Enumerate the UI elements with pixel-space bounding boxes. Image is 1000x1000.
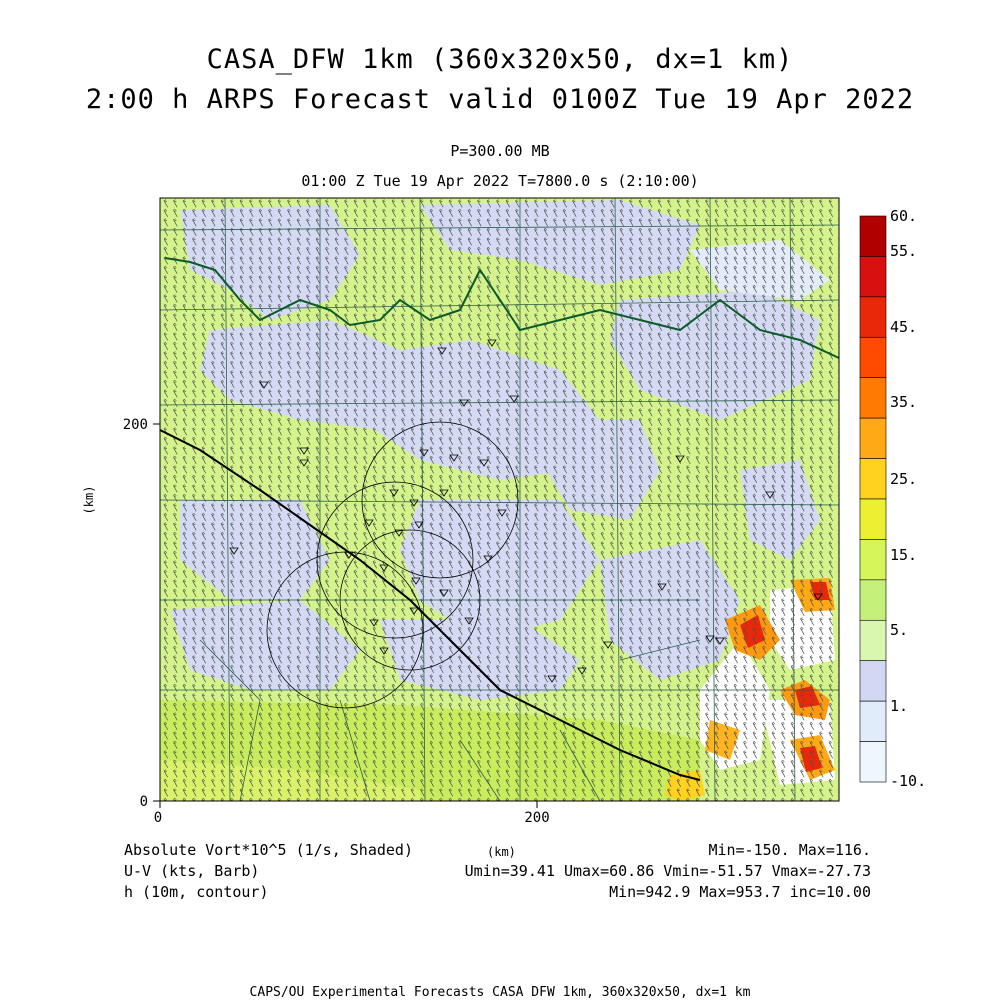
- colorbar-swatch: [860, 418, 886, 458]
- vorticity-shading: [160, 198, 839, 801]
- x-tick-200: 200: [524, 810, 550, 826]
- y-tick-0: 0: [139, 794, 148, 810]
- colorbar-label: 60.: [890, 207, 918, 225]
- colorbar-label: 1.: [890, 697, 909, 715]
- colorbar-swatch: [860, 620, 886, 660]
- colorbar-swatch: [860, 499, 886, 539]
- colorbar-label: 25.: [890, 470, 918, 488]
- colorbar-swatch: [860, 459, 886, 499]
- plot-title-line2: 2:00 h ARPS Forecast valid 0100Z Tue 19 Apr 2022: [85, 84, 915, 115]
- plot-title-line1: CASA_DFW 1km (360x320x50, dx=1 km): [206, 44, 794, 75]
- stats-vorticity: Min=-150. Max=116.: [708, 841, 871, 859]
- colorbar-label: 15.: [890, 546, 918, 564]
- pressure-level: P=300.00 MB: [450, 142, 550, 160]
- colorbar-label: 55.: [890, 242, 918, 260]
- y-axis-label: (km): [82, 485, 96, 515]
- x-axis-label: (km): [487, 845, 516, 859]
- colorbar-label: 5.: [890, 621, 909, 639]
- colorbar-swatch: [860, 661, 886, 701]
- colorbar-label: 35.: [890, 393, 918, 411]
- legend-vorticity: Absolute Vort*10^5 (1/s, Shaded): [124, 841, 413, 859]
- colorbar-swatch: [860, 337, 886, 377]
- stats-height: Min=942.9 Max=953.7 inc=10.00: [609, 883, 871, 901]
- colorbar-swatch: [860, 297, 886, 337]
- colorbar-swatch: [860, 256, 886, 296]
- colorbar-label: 45.: [890, 318, 918, 336]
- colorbar-swatch: [860, 701, 886, 741]
- y-tick-200: 200: [122, 417, 148, 433]
- x-tick-0: 0: [153, 810, 163, 826]
- stats-wind: Umin=39.41 Umax=60.86 Vmin=-51.57 Vmax=-27.73: [464, 862, 871, 880]
- colorbar-label: -10.: [890, 772, 927, 790]
- legend-height: h (10m, contour): [124, 883, 269, 901]
- valid-time-line: 01:00 Z Tue 19 Apr 2022 T=7800.0 s (2:10:00): [301, 172, 699, 190]
- colorbar-swatch: [860, 580, 886, 620]
- colorbar-swatch: [860, 742, 886, 782]
- colorbar-swatch: [860, 378, 886, 418]
- colorbar: [860, 207, 926, 790]
- colorbar-swatch: [860, 216, 886, 256]
- legend-wind: U-V (kts, Barb): [124, 862, 260, 880]
- colorbar-swatch: [860, 539, 886, 579]
- footer-credit: CAPS/OU Experimental Forecasts CASA DFW 1km, 360x320x50, dx=1 km: [249, 985, 751, 1000]
